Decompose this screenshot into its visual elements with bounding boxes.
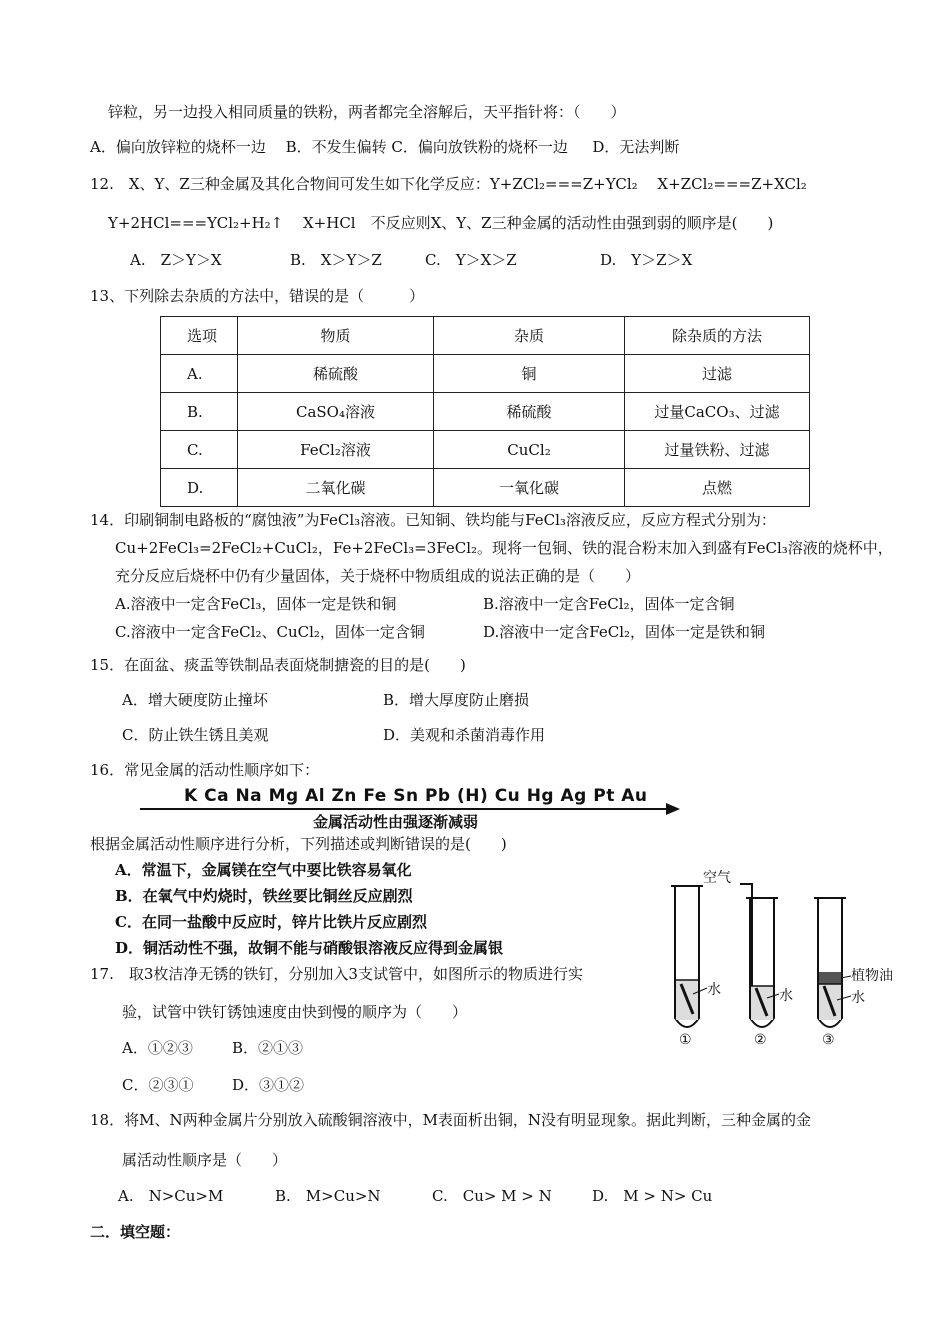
tube-label-3: ③ [822, 1032, 835, 1048]
table-cell: 过量CaCO₃、过滤 [625, 393, 810, 431]
table-cell: 稀硫酸 [434, 393, 625, 431]
q14-line3: 充分反应后烧杯中仍有少量固体，关于烧杯中物质组成的说法正确的是（ ） [115, 567, 641, 585]
table-cell: CuCl₂ [434, 431, 625, 469]
q13-stem: 13、下列除去杂质的方法中，错误的是（ ） [90, 287, 425, 305]
table-cell: CaSO₄溶液 [238, 393, 434, 431]
q12-line1: 12. X、Y、Z三种金属及其化合物间可发生如下化学反应：Y+ZCl₂===Z+YCl₂ X+ZCl₂===Z+XCl₂ [90, 175, 807, 193]
table-header: 杂质 [434, 317, 625, 355]
q18-option-a: A. N>Cu>M [118, 1187, 224, 1205]
arrow-head-icon [666, 803, 680, 815]
table-cell: D. [161, 469, 238, 507]
activity-arrow [140, 808, 670, 810]
q15-option-b: B．增大厚度防止磨损 [383, 691, 530, 709]
q18-option-c: C. Cu> M > N [432, 1187, 552, 1205]
q11-options: A．偏向放锌粒的烧杯一边 B．不发生偏转 C．偏向放铁粉的烧杯一边 D．无法判断 [90, 138, 680, 156]
q12-line2: Y+2HCl===YCl₂+H₂↑ X+HCl 不反应则X、Y、Z三种金属的活动性由强到弱的顺序是( ) [108, 214, 774, 232]
table-cell: 铜 [434, 355, 625, 393]
q16-stem: 16．常见金属的活动性顺序如下： [90, 761, 320, 779]
table-row [161, 431, 810, 469]
test-tube-1 [671, 886, 721, 1048]
water-label-1: 水 [707, 982, 721, 998]
table-cell: B. [161, 393, 238, 431]
table-row [161, 469, 810, 507]
table-cell: 一氧化碳 [434, 469, 625, 507]
q17-line1: 17. 取3枚洁净无锈的铁钉，分别加入3支试管中，如图所示的物质进行实 [90, 965, 583, 983]
q12-option-a: A. Z＞Y＞X [130, 251, 222, 269]
table-cell: 点燃 [625, 469, 810, 507]
test-tube-figure [655, 868, 925, 1048]
table-cell: 过量铁粉、过滤 [625, 431, 810, 469]
activity-series-caption: 金属活动性由强逐渐减弱 [313, 813, 479, 831]
table-header: 选项 [161, 317, 238, 355]
q15-option-a: A．增大硬度防止撞坏 [122, 691, 268, 709]
table-cell: A. [161, 355, 238, 393]
tube-label-1: ① [679, 1032, 692, 1048]
water-label-3: 水 [851, 990, 865, 1006]
q16-option-a: A．常温下，金属镁在空气中要比铁容易氧化 [115, 861, 412, 879]
table-cell: 稀硫酸 [238, 355, 434, 393]
activity-series: K Ca Na Mg Al Zn Fe Sn Pb (H) Cu Hg Ag Pt Au [184, 786, 648, 806]
q11-continuation: 锌粒，另一边投入相同质量的铁粉，两者都完全溶解后，天平指针将：（ ） [108, 103, 626, 121]
q17-option-b: B．②①③ [232, 1039, 304, 1057]
table-cell: 过滤 [625, 355, 810, 393]
q14-option-a: A.溶液中一定含FeCl₃，固体一定是铁和铜 [115, 595, 397, 613]
table-header-row [161, 317, 810, 355]
q14-line2: Cu+2FeCl₃=2FeCl₂+CuCl₂，Fe+2FeCl₃=3FeCl₂。现将一包铜、铁的混合粉末加入到盛有FeCl₃溶液的烧杯中， [115, 539, 893, 557]
q12-option-c: C. Y＞X＞Z [425, 251, 517, 269]
table-cell: FeCl₂溶液 [238, 431, 434, 469]
test-tube-2 [703, 869, 793, 1048]
q17-option-a: A．①②③ [122, 1039, 193, 1057]
q16-option-c: C．在同一盐酸中反应时，锌片比铁片反应剧烈 [115, 913, 427, 931]
section-heading-fill-in: 二．填空题： [90, 1223, 181, 1241]
q12-option-b: B. X＞Y＞Z [290, 251, 382, 269]
table-cell: 二氧化碳 [238, 469, 434, 507]
oil-label: 植物油 [851, 968, 893, 984]
q15-option-d: D．美观和杀菌消毒作用 [383, 726, 546, 744]
q16-option-b: B．在氧气中灼烧时，铁丝要比铜丝反应剧烈 [115, 887, 413, 905]
q18-line1: 18．将M、N两种金属片分别放入硫酸铜溶液中，M表面析出铜，N没有明显现象。据此判断，三种金属的金 [90, 1111, 812, 1129]
tube-label-2: ② [754, 1032, 767, 1048]
q17-option-c: C．②③① [122, 1076, 194, 1094]
water-label-2: 水 [779, 988, 793, 1004]
q17-option-d: D．③①② [232, 1076, 305, 1094]
table-row [161, 393, 810, 431]
q17-line2: 验，试管中铁钉锈蚀速度由快到慢的顺序为（ ） [122, 1003, 468, 1021]
table-header: 物质 [238, 317, 434, 355]
q16-option-d: D．铜活动性不强，故铜不能与硝酸银溶液反应得到金属银 [115, 939, 504, 957]
q18-option-b: B. M>Cu>N [275, 1187, 381, 1205]
air-label: 空气 [703, 870, 731, 886]
q14-option-c: C.溶液中一定含FeCl₂、CuCl₂，固体一定含铜 [115, 623, 425, 641]
q15-stem: 15．在面盆、痰盂等铁制品表面烧制搪瓷的目的是( ) [90, 656, 466, 674]
q14-option-d: D.溶液中一定含FeCl₂，固体一定是铁和铜 [483, 623, 766, 641]
test-tube-3 [814, 898, 893, 1048]
q15-option-c: C．防止铁生锈且美观 [122, 726, 269, 744]
impurity-table [160, 316, 810, 507]
q18-option-d: D. M > N> Cu [592, 1187, 713, 1205]
table-row [161, 355, 810, 393]
q12-option-d: D. Y＞Z＞X [600, 251, 693, 269]
q18-line2: 属活动性顺序是（ ） [122, 1151, 288, 1169]
q14-option-b: B.溶液中一定含FeCl₂，固体一定含铜 [483, 595, 735, 613]
q16-line2: 根据金属活动性顺序进行分析，下列描述或判断错误的是( ) [90, 835, 507, 853]
table-cell: C. [161, 431, 238, 469]
table-header: 除杂质的方法 [625, 317, 810, 355]
q14-line1: 14．印刷铜制电路板的“腐蚀液”为FeCl₃溶液。已知铜、铁均能与FeCl₃溶液反应，反应方程式分别为： [90, 511, 776, 529]
